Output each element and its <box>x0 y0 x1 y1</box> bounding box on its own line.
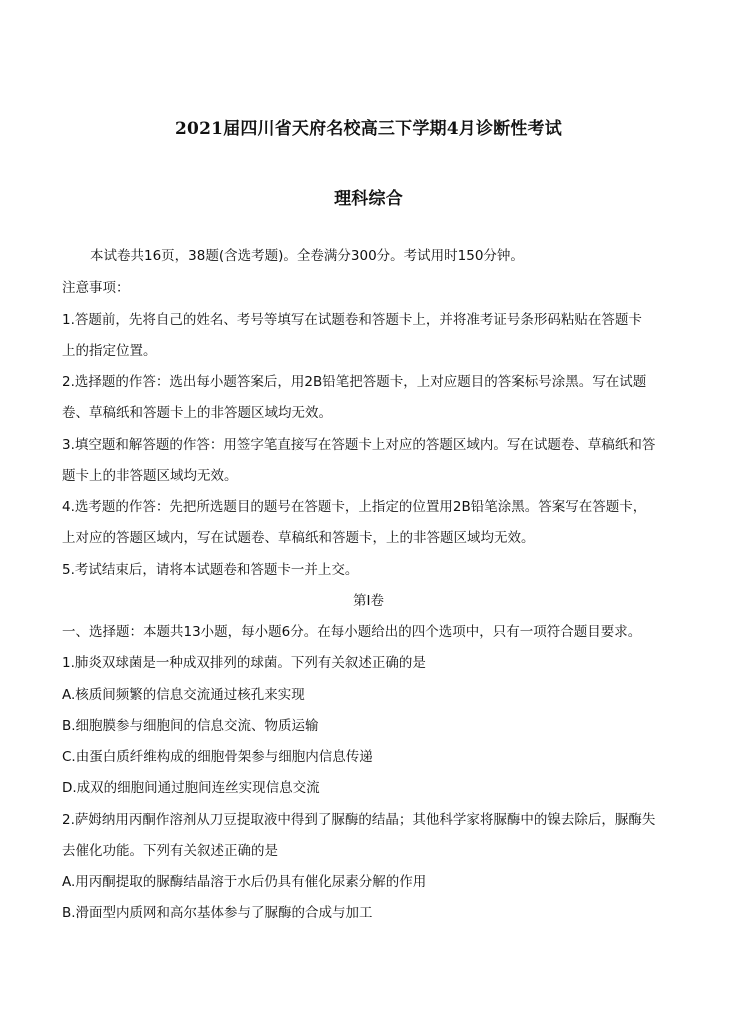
notice-line: 4.选考题的作答：先把所选题目的题号在答题卡，上指定的位置用2B铅笔涂黑。答案写在答题卡， <box>62 499 647 515</box>
question-1-option-a: A.核质间频繁的信息交流通过核孔来实现 <box>62 687 305 703</box>
section-heading: 一、选择题：本题共13小题，每小题6分。在每小题给出的四个选项中，只有一项符合题目要求。 <box>62 624 642 640</box>
question-2-option-b: B.滑面型内质网和高尔基体参与了脲酶的合成与加工 <box>62 905 373 921</box>
question-2-stem: 2.萨姆纳用丙酮作溶剂从刀豆提取液中得到了脲酶的结晶；其他科学家将脲酶中的镍去除后，脲酶失 <box>62 812 656 828</box>
question-1-stem: 1.肺炎双球菌是一种成双排列的球菌。下列有关叙述正确的是 <box>62 655 426 671</box>
notice-heading: 注意事项： <box>62 280 130 296</box>
notice-line: 题卡上的非答题区域均无效。 <box>62 468 238 484</box>
question-2-option-a: A.用丙酮提取的脲酶结晶溶于水后仍具有催化尿素分解的作用 <box>62 874 427 890</box>
volume-label: 第I卷 <box>353 593 384 609</box>
exam-subtitle: 理科综合 <box>334 189 403 209</box>
exam-title: 2021届四川省天府名校高三下学期4月诊断性考试 <box>175 119 562 139</box>
notice-line: 上的指定位置。 <box>62 343 157 359</box>
question-1-option-b: B.细胞膜参与细胞间的信息交流、物质运输 <box>62 718 319 734</box>
notice-line: 5.考试结束后，请将本试题卷和答题卡一并上交。 <box>62 562 359 578</box>
question-1-option-c: C.由蛋白质纤维构成的细胞骨架参与细胞内信息传递 <box>62 749 373 765</box>
notice-line: 1.答题前，先将自己的姓名、考号等填写在试题卷和答题卡上，并将准考证号条形码粘贴在答题卡 <box>62 312 642 328</box>
question-2-stem: 去催化功能。下列有关叙述正确的是 <box>62 843 278 859</box>
exam-intro: 本试卷共16页，38题(含选考题)。全卷满分300分。考试用时150分钟。 <box>90 248 524 264</box>
notice-line: 2.选择题的作答：选出每小题答案后，用2B铅笔把答题卡，上对应题目的答案标号涂黑。写在试题 <box>62 374 647 390</box>
notice-line: 卷、草稿纸和答题卡上的非答题区域均无效。 <box>62 405 332 421</box>
question-1-option-d: D.成双的细胞间通过胞间连丝实现信息交流 <box>62 780 320 796</box>
notice-line: 3.填空题和解答题的作答：用签字笔直接写在答题卡上对应的答题区域内。写在试题卷、草稿纸和答 <box>62 437 656 453</box>
notice-line: 上对应的答题区域内，写在试题卷、草稿纸和答题卡，上的非答题区域均无效。 <box>62 530 535 546</box>
